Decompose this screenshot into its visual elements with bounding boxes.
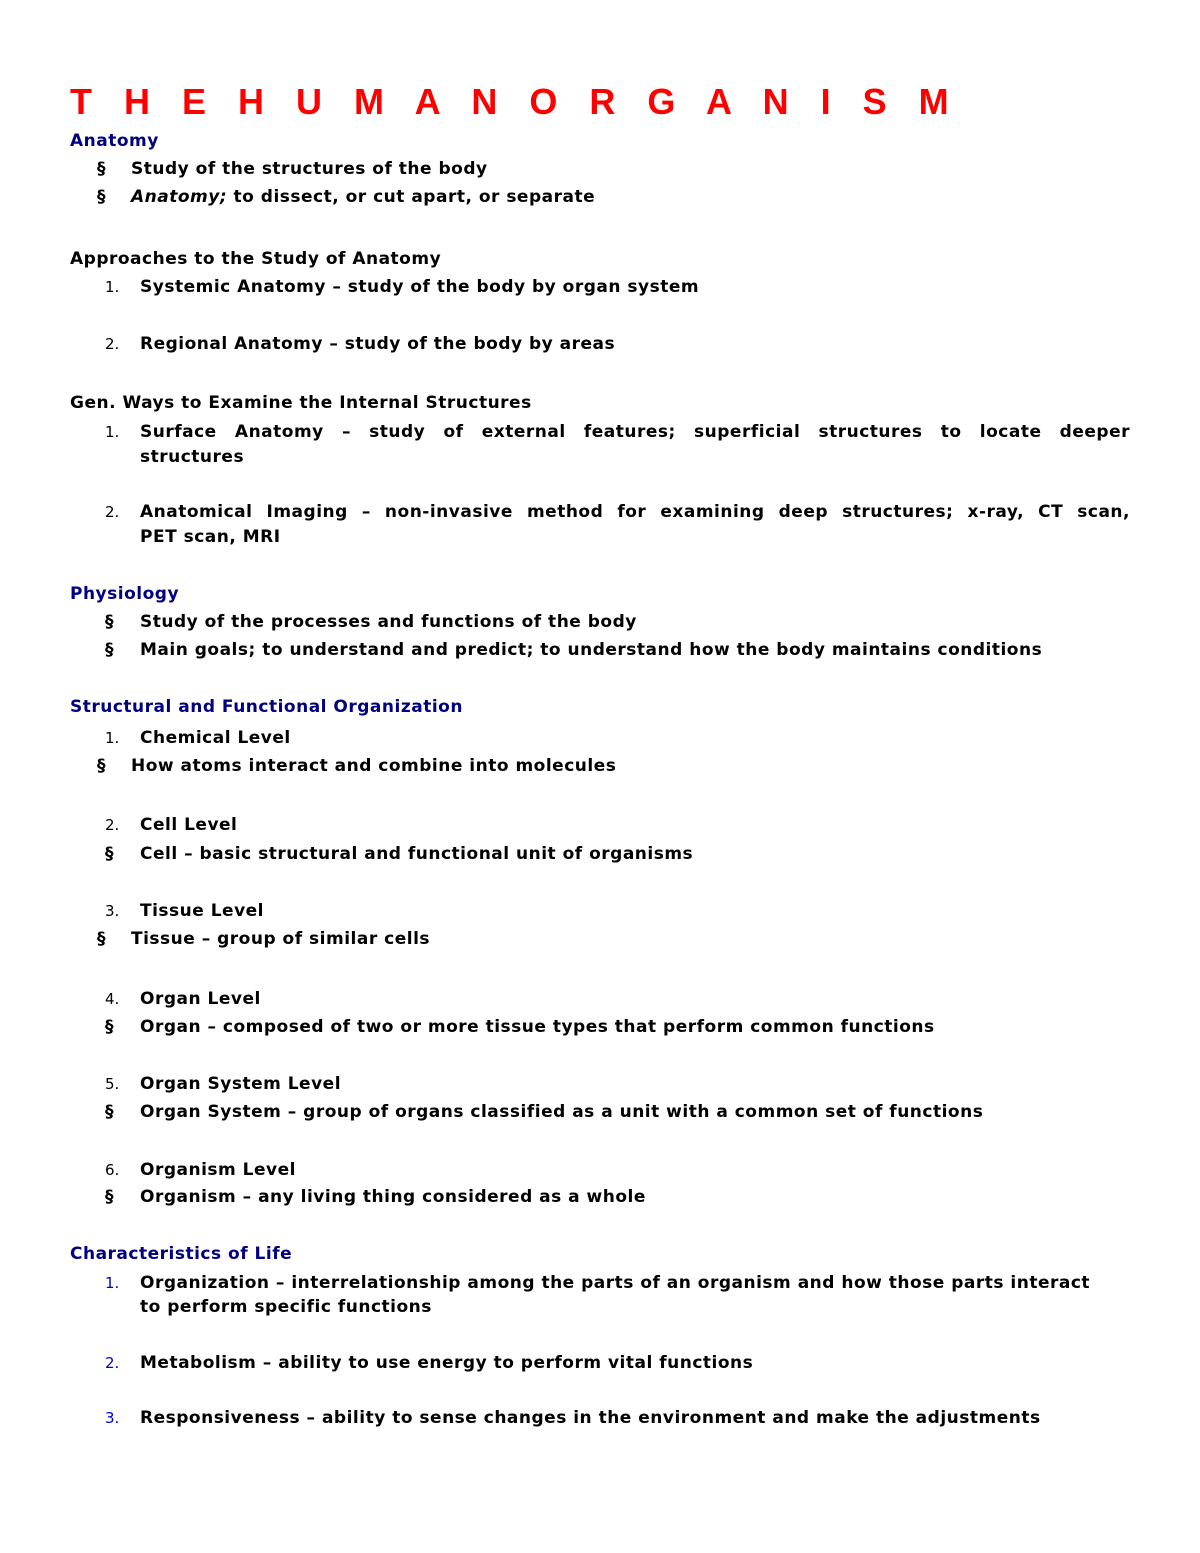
- level-description: Organ System – group of organs classified as a unit with a common set of functions: [140, 1102, 984, 1122]
- bullet-marker: §: [105, 1102, 114, 1122]
- bullet-marker: §: [105, 640, 114, 660]
- level-title: Organism Level: [140, 1160, 296, 1180]
- list-number: 2.: [105, 1354, 120, 1372]
- approaches-heading: Approaches to the Study of Anatomy: [70, 249, 442, 269]
- organization-heading: Structural and Functional Organization: [70, 697, 463, 717]
- level-title: Organ System Level: [140, 1074, 342, 1094]
- level-description: How atoms interact and combine into molecules: [131, 756, 617, 776]
- characteristics-heading: Characteristics of Life: [70, 1244, 293, 1264]
- list-number: 2.: [105, 335, 120, 353]
- list-number: 2.: [105, 816, 120, 834]
- physiology-item-2: Main goals; to understand and predict; to understand how the body maintains conditions: [140, 640, 1043, 660]
- bullet-marker: §: [97, 187, 106, 207]
- bullet-marker: §: [105, 612, 114, 632]
- bullet-marker: §: [97, 756, 106, 776]
- list-number: 1.: [105, 278, 120, 296]
- anatomy-item-1: Study of the structures of the body: [131, 159, 488, 179]
- ways-item-1: [140, 421, 1130, 468]
- ways-item-1-line-1: Surface Anatomy – study of external features; superficial structures to locate deeper: [140, 422, 1130, 442]
- ways-item-1-line-2: structures: [140, 447, 245, 467]
- list-number: 1.: [105, 1274, 120, 1292]
- level-title: Tissue Level: [140, 901, 265, 921]
- ways-item-2: [140, 501, 1130, 548]
- ways-heading: Gen. Ways to Examine the Internal Structures: [70, 393, 532, 413]
- level-description: Cell – basic structural and functional unit of organisms: [140, 844, 694, 864]
- characteristics-item-3: Responsiveness – ability to sense changes in the environment and make the adjustments: [140, 1408, 1041, 1428]
- level-title: Cell Level: [140, 815, 238, 835]
- bullet-marker: §: [97, 929, 106, 949]
- bullet-marker: §: [97, 159, 106, 179]
- approaches-item-1: Systemic Anatomy – study of the body by organ system: [140, 277, 700, 297]
- characteristics-item-2: Metabolism – ability to use energy to perform vital functions: [140, 1353, 754, 1373]
- list-number: 1.: [105, 423, 120, 441]
- physiology-item-1: Study of the processes and functions of the body: [140, 612, 637, 632]
- characteristics-item-1-line-1: Organization – interrelationship among the parts of an organism and how those parts interact: [140, 1273, 1091, 1293]
- list-number: 3.: [105, 902, 120, 920]
- level-title: Organ Level: [140, 989, 261, 1009]
- level-title: Chemical Level: [140, 728, 291, 748]
- approaches-item-2: Regional Anatomy – study of the body by areas: [140, 334, 616, 354]
- list-number: 1.: [105, 729, 120, 747]
- anatomy-definition: to dissect, or cut apart, or separate: [227, 187, 596, 207]
- anatomy-heading: Anatomy: [70, 131, 159, 151]
- ways-item-2-line-2: PET scan, MRI: [140, 527, 281, 547]
- list-number: 2.: [105, 503, 120, 521]
- anatomy-term: Anatomy;: [131, 187, 228, 207]
- bullet-marker: §: [105, 1017, 114, 1037]
- anatomy-item-2: [131, 186, 595, 208]
- document-title: T H E H U M A N O R G A N I S M: [70, 81, 960, 122]
- list-number: 4.: [105, 990, 120, 1008]
- physiology-heading: Physiology: [70, 584, 180, 604]
- level-description: Organism – any living thing considered as a whole: [140, 1187, 646, 1207]
- characteristics-item-1-line-2: to perform specific functions: [140, 1297, 432, 1317]
- ways-item-2-line-1: Anatomical Imaging – non-invasive method for examining deep structures; x-ray, CT scan,: [140, 502, 1130, 522]
- list-number: 6.: [105, 1161, 120, 1179]
- level-description: Tissue – group of similar cells: [131, 929, 431, 949]
- level-description: Organ – composed of two or more tissue types that perform common functions: [140, 1017, 935, 1037]
- bullet-marker: §: [105, 844, 114, 864]
- list-number: 5.: [105, 1075, 120, 1093]
- bullet-marker: §: [105, 1187, 114, 1207]
- list-number: 3.: [105, 1409, 120, 1427]
